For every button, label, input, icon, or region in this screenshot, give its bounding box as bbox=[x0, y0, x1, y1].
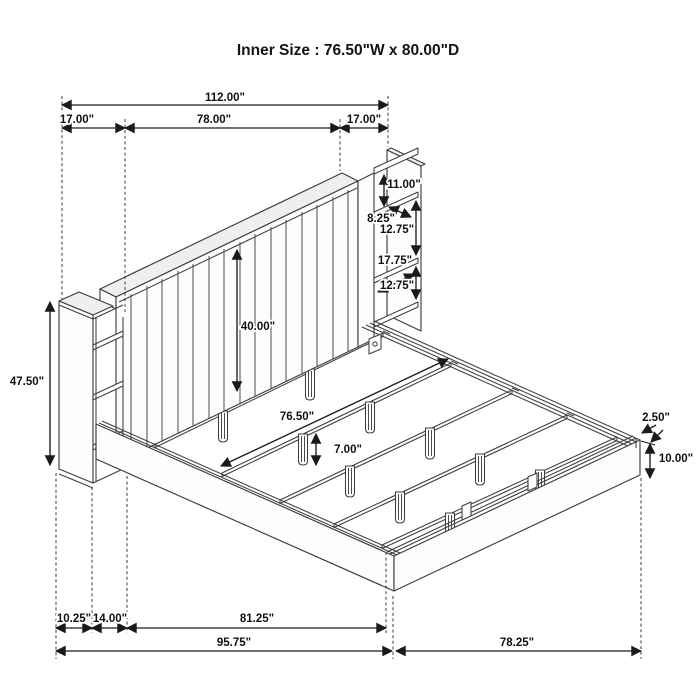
dim-leg-height: 7.00" bbox=[334, 444, 362, 456]
dim-rail-lip-thickness: 2.50" bbox=[642, 412, 670, 424]
dim-pier-to-rail-gap: 14.00" bbox=[92, 613, 128, 625]
dim-left-pier-width: 17.00" bbox=[59, 114, 95, 126]
dim-shelf-opening-width: 17.75" bbox=[377, 255, 413, 267]
right-pier bbox=[374, 148, 425, 331]
page-title: Inner Size : 76.50"W x 80.00"D bbox=[236, 42, 460, 59]
dim-headboard-panel-height: 40.00" bbox=[240, 321, 276, 333]
dim-overall-depth: 95.75" bbox=[216, 637, 252, 649]
dim-footboard-width: 78.25" bbox=[499, 637, 535, 649]
dim-pier-height: 47.50" bbox=[9, 376, 45, 388]
dim-pier-top-opening: 11.00" bbox=[387, 179, 421, 191]
dim-side-rail-length: 81.25" bbox=[239, 613, 275, 625]
slat-hanger-bracket bbox=[462, 502, 471, 520]
dim-shelf-opening-upper: 12.75" bbox=[379, 224, 415, 236]
dim-shelf-opening-lower: 12.75" bbox=[379, 280, 415, 292]
headboard-right-post bbox=[358, 173, 374, 347]
foot-rail bbox=[394, 440, 640, 591]
dim-pier-depth: 10.25" bbox=[56, 613, 92, 625]
dim-right-pier-width: 17.00" bbox=[346, 114, 382, 126]
dim-shelf-depth: 8.25" bbox=[367, 213, 395, 225]
dim-slat-width: 76.50" bbox=[279, 411, 315, 423]
dim-headboard-width: 78.00" bbox=[196, 114, 232, 126]
dim-overall-width: 112.00" bbox=[205, 92, 245, 104]
dim-rail-height: 10.00" bbox=[658, 453, 694, 465]
